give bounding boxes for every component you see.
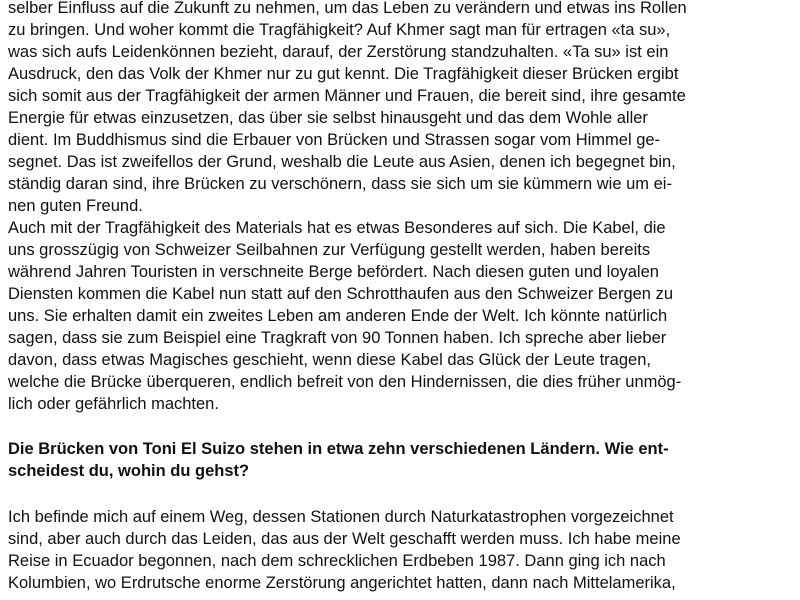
text-line: Ich befinde mich auf einem Weg, dessen Stationen durch Naturkatastrophen vorgezeichnet (8, 508, 674, 526)
interview-question: scheidest du, wohin du gehst? (8, 462, 250, 480)
text-line: Energie für etwas einzusetzen, das über sie selbst hinausgeht und das dem Wohle aller (8, 109, 648, 127)
text-line: dient. Im Buddhismus sind die Erbauer von Brücken und Strassen sogar vom Himmel ge- (8, 131, 661, 149)
text-line: lich oder gefährlich machten. (8, 395, 219, 413)
text-line: welche die Brücke überqueren, endlich befreit von den Hindernissen, die dies früher unmög- (8, 373, 682, 391)
text-line: sind, aber auch durch das Leiden, das aus der Welt geschafft werden muss. Ich habe meine (8, 530, 681, 548)
interview-question: Die Brücken von Toni El Suizo stehen in etwa zehn verschiedenen Ländern. Wie ent- (8, 440, 669, 458)
text-line: Auch mit der Tragfähigkeit des Materials hat es etwas Besonderes auf sich. Die Kabel, die (8, 219, 666, 237)
text-line: sagen, dass sie zum Beispiel eine Tragkraft von 90 Tonnen haben. Ich spreche aber lieber (8, 329, 667, 347)
text-line: nen guten Freund. (8, 197, 143, 215)
text-line: ständig daran sind, ihre Brücken zu verschönern, dass sie sich um sie kümmern wie um ei- (8, 175, 672, 193)
text-line: zu bringen. Und woher kommt die Tragfähigkeit? Auf Khmer sagt man für ertragen «ta su», (8, 21, 671, 39)
text-line: davon, dass etwas Magisches geschieht, wenn diese Kabel das Glück der Leute tragen, (8, 351, 651, 369)
text-line: selber Einfluss auf die Zukunft zu nehmen, um das Leben zu verändern und etwas ins Rollen (8, 0, 687, 17)
text-line: während Jahren Touristen in verschneite Berge befördert. Nach diesen guten und loyalen (8, 263, 659, 281)
text-line: Diensten kommen die Kabel nun statt auf den Schrotthaufen aus den Schweizer Bergen zu (8, 285, 673, 303)
text-line: uns grosszügig von Schweizer Seilbahnen zur Verfügung gestellt werden, haben bereits (8, 241, 651, 259)
text-line: sich somit aus der Tragfähigkeit der armen Männer und Frauen, die bereit sind, ihre gesamte (8, 87, 686, 105)
text-line: uns. Sie erhalten damit ein zweites Leben am anderen Ende der Welt. Ich könnte natürlich (8, 307, 668, 325)
text-line: was sich aufs Leidenkönnen bezieht, darauf, der Zerstörung standzuhalten. «Ta su» ist ein (8, 43, 669, 61)
text-line: segnet. Das ist zweifellos der Grund, weshalb die Leute aus Asien, denen ich begegnet bin, (8, 153, 676, 171)
text-line: Ausdruck, den das Volk der Khmer nur zu gut kennt. Die Tragfähigkeit dieser Brücken ergibt (8, 65, 679, 83)
text-line: Kolumbien, wo Erdrutsche enorme Zerstörung angerichtet hatten, dann nach Mittelamerika, (8, 574, 676, 592)
text-line: Reise in Ecuador begonnen, nach dem schrecklichen Erdbeben 1987. Dann ging ich nach (8, 552, 666, 570)
